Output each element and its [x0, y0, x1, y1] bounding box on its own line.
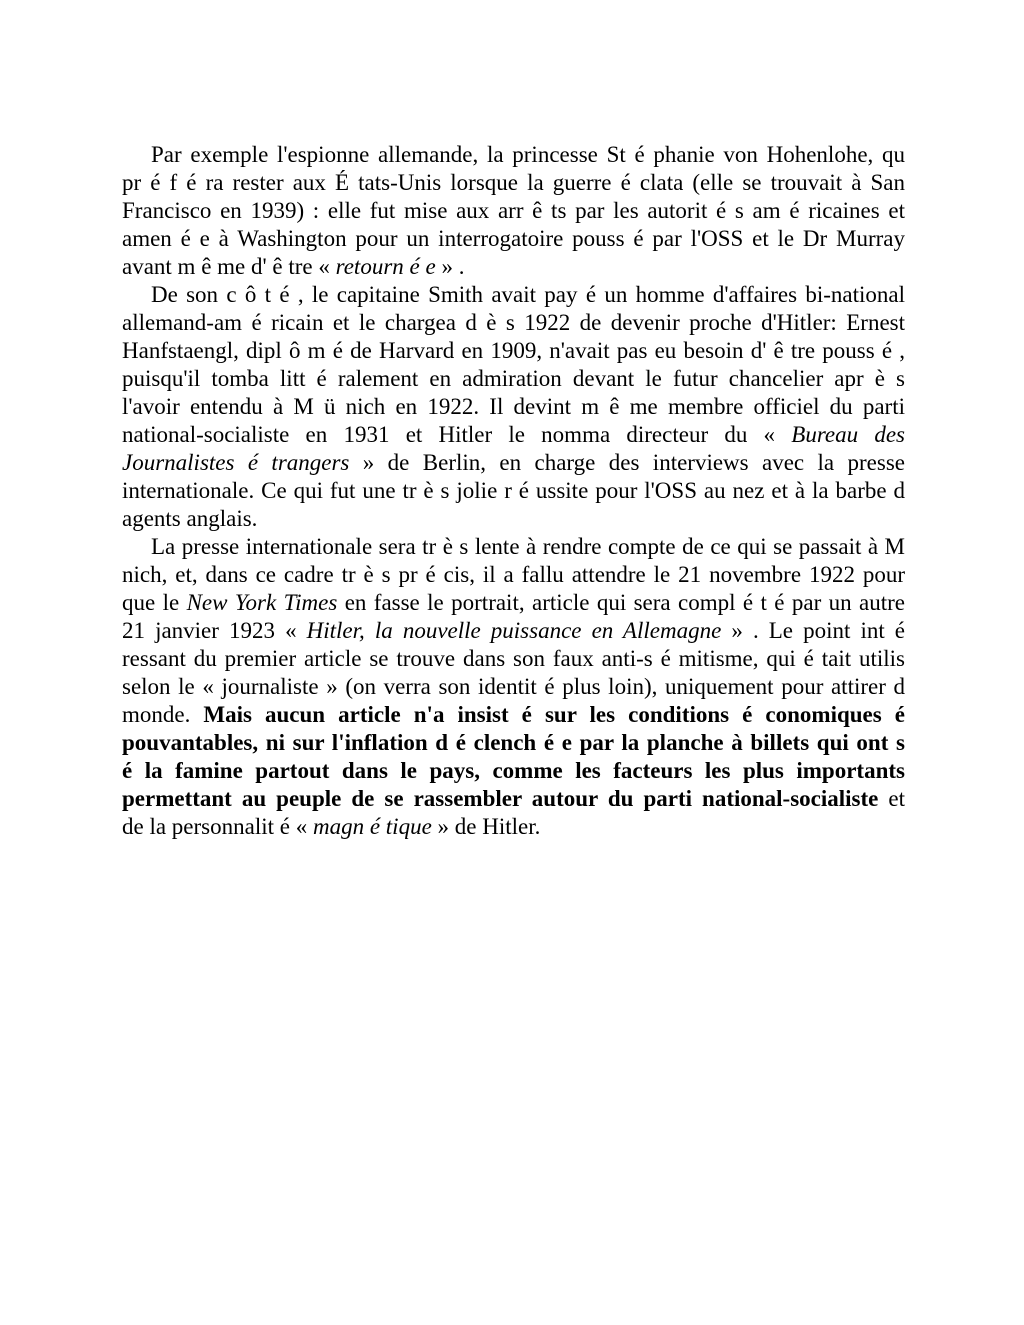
paragraph — [122, 533, 905, 841]
text-segment: » . — [435, 254, 465, 279]
text-line — [122, 225, 905, 253]
text-line — [122, 701, 905, 729]
text-segment: Hanfstaengl, dipl ô m é de Harvard en 1909, n'avait pas eu besoin d' ê tre pouss é , — [122, 338, 905, 363]
text-line — [122, 785, 905, 813]
paragraph — [122, 281, 905, 533]
text-segment: magn é tique — [312, 814, 432, 839]
text-line — [122, 421, 905, 449]
text-segment: Par exemple l'espionne allemande, la princesse St é phanie von Hohenlohe, qu — [151, 142, 905, 167]
text-line — [122, 673, 905, 701]
text-segment: national-socialiste en 1931 et Hitler le nomma directeur du « — [122, 422, 792, 447]
text-line — [122, 561, 905, 589]
text-segment: pouvantables, ni sur l'inflation d é clench é e par la planche à billets qui ont s — [122, 730, 905, 755]
page-text-block — [122, 141, 905, 841]
text-segment: 21 janvier 1923 « — [122, 618, 307, 643]
text-line — [122, 533, 905, 561]
text-segment: ressant du premier article se trouve dans son faux anti-s é mitisme, qui é tait utilis — [122, 646, 905, 671]
text-segment: et — [878, 786, 905, 811]
text-segment: » . Le point int é — [721, 618, 905, 643]
text-segment: amen é e à Washington pour un interrogatoire pouss é par l'OSS et le Dr Murray — [122, 226, 905, 251]
text-segment: que le — [122, 590, 187, 615]
text-segment: » de Hitler. — [431, 814, 541, 839]
text-line — [122, 645, 905, 673]
text-segment: Journalistes é trangers — [122, 450, 350, 475]
text-segment: Bureau des — [791, 422, 905, 447]
text-segment: avant m ê me d' ê tre « — [122, 254, 336, 279]
text-line — [122, 813, 905, 841]
text-segment: de la personnalit é « — [122, 814, 313, 839]
text-segment: agents anglais. — [122, 506, 258, 531]
text-line — [122, 477, 905, 505]
text-segment: La presse internationale sera tr è s lente à rendre compte de ce qui se passait à M — [151, 534, 905, 559]
text-segment: selon le « journaliste » (on verra son identit é plus loin), uniquement pour attirer d — [122, 674, 905, 699]
text-segment: » de Berlin, en charge des interviews avec la presse — [349, 450, 905, 475]
text-segment: puisqu'il tomba litt é ralement en admiration devant le futur chancelier apr è s — [122, 366, 905, 391]
text-segment: Mais aucun article n'a insist é sur les conditions é conomiques é — [203, 702, 905, 727]
text-line — [122, 141, 905, 169]
paragraph — [122, 141, 905, 281]
text-segment: allemand-am é ricain et le chargea d è s 1922 de devenir proche d'Hitler: Ernest — [122, 310, 905, 335]
text-segment: monde. — [122, 702, 204, 727]
text-segment: Hitler, la nouvelle puissance en Allemagne — [306, 618, 722, 643]
text-line — [122, 729, 905, 757]
text-line — [122, 253, 905, 281]
text-segment: l'avoir entendu à M ü nich en 1922. Il devint m ê me membre officiel du parti — [122, 394, 905, 419]
text-line — [122, 757, 905, 785]
text-segment: permettant au peuple de se rassembler autour du parti national-socialiste — [122, 786, 879, 811]
text-line — [122, 505, 905, 533]
text-segment: é la famine partout dans le pays, comme les facteurs les plus importants — [122, 758, 905, 783]
text-segment: Francisco en 1939) : elle fut mise aux arr ê ts par les autorit é s am é ricaines et — [122, 198, 905, 223]
text-line — [122, 449, 905, 477]
text-segment: nich, et, dans ce cadre tr è s pr é cis, il a fallu attendre le 21 novembre 1922 pour — [122, 562, 905, 587]
text-line — [122, 169, 905, 197]
text-line — [122, 617, 905, 645]
text-segment: De son c ô t é , le capitaine Smith avait pay é un homme d'affaires bi-national — [151, 282, 905, 307]
text-segment: internationale. Ce qui fut une tr è s jolie r é ussite pour l'OSS au nez et à la barbe d — [122, 478, 905, 503]
text-line — [122, 197, 905, 225]
text-line — [122, 589, 905, 617]
text-line — [122, 365, 905, 393]
text-segment: retourn é e — [335, 254, 436, 279]
text-line — [122, 337, 905, 365]
text-segment: New York Times — [186, 590, 338, 615]
text-segment: pr é f é ra rester aux É tats-Unis lorsque la guerre é clata (elle se trouvait à San — [122, 170, 905, 195]
text-line — [122, 281, 905, 309]
text-line — [122, 309, 905, 337]
text-line — [122, 393, 905, 421]
text-segment: en fasse le portrait, article qui sera compl é t é par un autre — [337, 590, 905, 615]
